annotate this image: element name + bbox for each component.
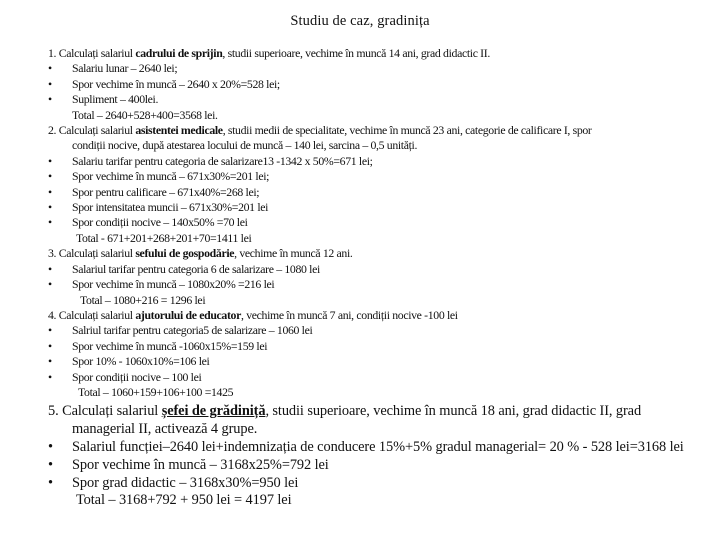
section-5-total: Total – 3168+792 + 950 lei = 4197 lei — [76, 492, 292, 509]
section-2-heading: 2. Calculați salariul asistentei medicale, studii medii de specialitate, vechime în muncă 23 ani, categorie de calificare I, spor — [48, 123, 592, 138]
bullet-icon: • — [48, 92, 52, 107]
bullet-icon: • — [48, 277, 52, 292]
bullet-icon: • — [48, 338, 52, 353]
list-item: • Spor vechime în muncă – 671x30%=201 lei; — [48, 169, 270, 184]
list-item: • Spor vechime în muncă -1060x15%=159 lei — [48, 338, 268, 353]
section-5-heading-continued: managerial II, activează 4 grupe. — [72, 421, 258, 438]
list-item: • Salariu lunar – 2640 lei; — [48, 61, 178, 76]
bullet-icon: • — [48, 456, 53, 473]
list-item: • Spor vechime în muncă – 3168x25%=792 lei — [48, 456, 329, 473]
section-4-heading: 4. Calculați salariul ajutorului de educator, vechime în muncă 7 ani, condiții nocive -100 lei — [48, 307, 458, 322]
list-item: • Salariu tarifar pentru categoria de salarizare13 -1342 x 50%=671 lei; — [48, 153, 373, 168]
bullet-icon: • — [48, 369, 52, 384]
bullet-icon: • — [48, 169, 52, 184]
bullet-icon: • — [48, 438, 53, 455]
bullet-icon: • — [48, 354, 52, 369]
section-1-total: Total – 2640+528+400=3568 lei. — [72, 107, 218, 122]
bullet-icon: • — [48, 76, 52, 91]
section-4-total: Total – 1060+159+106+100 =1425 — [78, 384, 234, 399]
list-item: • Salriul tarifar pentru categoria5 de salarizare – 1060 lei — [48, 323, 313, 338]
bullet-icon: • — [48, 261, 52, 276]
bullet-icon: • — [48, 215, 52, 230]
list-item: • Spor pentru calificare – 671x40%=268 lei; — [48, 184, 260, 199]
bullet-icon: • — [48, 153, 52, 168]
list-item: • Spor 10% - 1060x10%=106 lei — [48, 354, 210, 369]
list-item: • Spor condiții nocive – 100 lei — [48, 369, 202, 384]
list-item: • Spor condiții nocive – 140x50% =70 lei — [48, 215, 248, 230]
list-item: • Spor intensitatea muncii – 671x30%=201 lei — [48, 200, 269, 215]
bullet-icon: • — [48, 61, 52, 76]
list-item: • Salariul funcției–2640 lei+indemnizația de conducere 15%+5% gradul managerial= 20 % - 528 lei=3168 lei — [48, 438, 684, 455]
section-2-total: Total - 671+201+268+201+70=1411 lei — [76, 230, 252, 245]
section-1-heading: 1. Calculați salariul cadrului de sprijin, studii superioare, vechime în muncă 14 ani, grad didactic II. — [48, 46, 490, 60]
section-3-heading: 3. Calculați salariul sefului de gospodărie, vechime în muncă 12 ani. — [48, 246, 353, 261]
list-item: • Spor vechime în muncă – 1080x20% =216 lei — [48, 277, 275, 292]
bullet-icon: • — [48, 200, 52, 215]
page-title: Studiu de caz, gradinița — [290, 13, 430, 29]
bullet-icon: • — [48, 184, 52, 199]
section-3-total: Total – 1080+216 = 1296 lei — [80, 292, 206, 307]
section-5-heading: 5. Calculați salariul șefei de grădiniță, studii superioare, vechime în muncă 18 ani, grad didactic II, grad — [48, 403, 642, 420]
case-study-content — [48, 46, 708, 510]
section-2-heading-continued: condiții nocive, după atestarea locului de muncă – 140 lei, sarcina – 0,5 unități. — [72, 138, 418, 153]
list-item: • Salariul tarifar pentru categoria 6 de salarizare – 1080 lei — [48, 261, 320, 276]
list-item: • Supliment – 400lei. — [48, 92, 159, 107]
bullet-icon: • — [48, 323, 52, 338]
bullet-icon: • — [48, 474, 53, 491]
list-item: • Spor grad didactic – 3168x30%=950 lei — [48, 474, 299, 491]
list-item: • Spor vechime în muncă – 2640 x 20%=528 lei; — [48, 76, 280, 91]
